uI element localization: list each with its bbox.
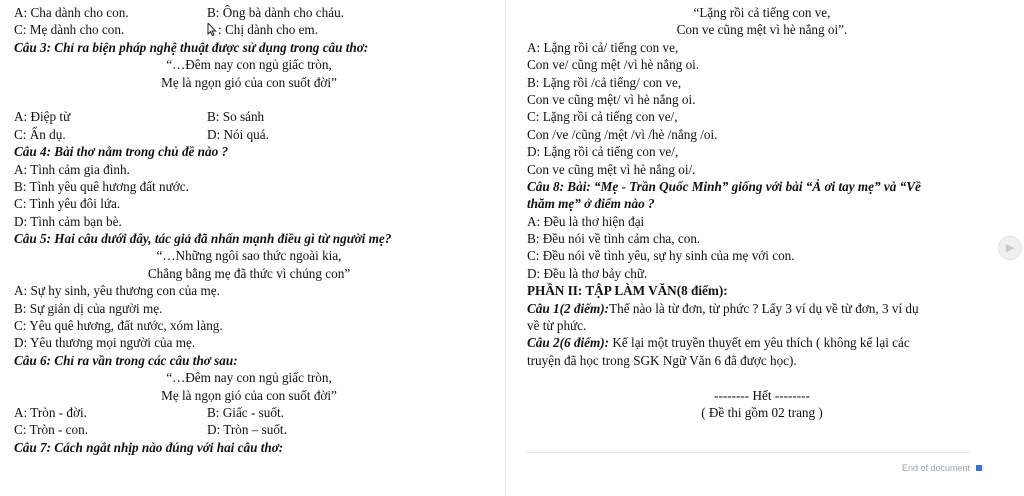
chevron-right-icon[interactable]: ▶ [998,236,1022,260]
option-b: B: Đều nói về tình cảm cha, con. [527,231,701,247]
question-text: Thế nào là từ đơn, từ phức ? Lấy 3 ví dụ về từ đơn, 3 ví dụ [609,300,919,316]
verse-line: “…Đêm nay con ngủ giấc tròn, [166,57,332,73]
verse-line: “…Những ngôi sao thức ngoài kia, [156,248,342,264]
question-text: Kể lại một truyền thuyết em yêu thích ( không kể lại các [609,335,910,351]
option-a: A: Cha dành cho con. [14,5,129,20]
option-c: C: Lặng rồi cả tiếng con ve/, [527,109,678,125]
end-marker: -------- Hết -------- [714,387,810,403]
question-4: Câu 4: Bài thơ nằm trong chủ đề nào ? [14,144,229,160]
verse-line: Mẹ là ngọn gió của con suốt đời” [161,74,337,90]
blue-square-icon [976,465,982,471]
option-c: C: Đều nói về tình yêu, sự hy sinh của mẹ với con. [527,248,795,264]
option-b: B: Lặng rồi /cả tiếng/ con ve, [527,74,682,90]
footer-rule [527,452,969,453]
essay-question-2 [527,334,997,351]
option-d: D: Tình cảm bạn bè. [14,213,122,229]
option-c: C: Tình yêu đôi lứa. [14,196,121,212]
option-a: A: Điệp từ [14,109,71,125]
essay-question-1 [527,300,997,317]
question-8: Câu 8: Bài: “Mẹ - Trần Quốc Minh” giống với bài “Ả ơi tay mẹ” và “Về [527,178,921,194]
option-d-text: : Chị dành cho em. [218,22,318,38]
option-b-line2: Con ve cũng mệt/ vì hè nắng oi. [527,91,696,107]
verse-line: Con ve cũng mệt vì hè nắng oi”. [676,22,848,38]
option-c: C: Ẩn dụ. [14,126,66,142]
verse-line: Chẳng bằng mẹ đã thức vì chúng con” [147,265,351,281]
option-c-line2: Con /ve /cũng /mệt /vì /hè /nắng /oi. [527,126,718,142]
question-text-line2: về từ phức. [527,318,587,334]
question-7: Câu 7: Cách ngắt nhịp nào đúng với hai câu thơ: [14,439,284,455]
option-d: D: Tròn – suốt. [207,422,287,438]
question-text-line2: truyện đã học trong SGK Ngữ Văn 6 đã được học). [527,352,797,368]
cursor-icon [207,23,217,36]
option-row [14,126,484,143]
option-a: A: Tình cảm gia đình. [14,161,130,177]
option-row [14,21,484,38]
option-c: C: Mẹ dành cho con. [14,22,125,38]
option-a-line2: Con ve/ cũng mệt /vì hè nắng oi. [527,57,700,73]
option-row [14,404,484,421]
option-b: B: So sánh [207,109,265,125]
option-d-line2: Con ve cũng mệt vì hè nắng oi/. [527,161,696,177]
option-c: C: Yêu quê hương, đất nước, xóm làng. [14,318,223,334]
option-a: A: Sự hy sinh, yêu thương con của mẹ. [14,283,220,299]
end-of-document [902,460,982,477]
option-a: A: Đều là thơ hiện đại [527,213,645,229]
question-3: Câu 3: Chỉ ra biện pháp nghệ thuật được sử dụng trong câu thơ: [14,39,369,55]
option-row [14,4,484,21]
question-label: Câu 1(2 điểm): [527,300,610,316]
option-d: D: Nói quá. [207,126,269,142]
option-a: A: Lặng rồi cả/ tiếng con ve, [527,39,679,55]
option-d: D: Yêu thương mọi người của mẹ. [14,335,196,351]
option-a: A: Tròn - đời. [14,404,87,420]
verse-line: “…Đêm nay con ngủ giấc tròn, [166,370,332,386]
page-divider [505,0,506,496]
left-column [14,4,484,456]
end-of-document-label: End of document [901,462,970,473]
question-label: Câu 2(6 điểm): [527,335,610,351]
option-b: B: Tình yêu quê hương đất nước. [14,178,189,194]
page-count-note: ( Đề thi gồm 02 trang ) [701,404,823,420]
question-6: Câu 6: Chỉ ra vần trong các câu thơ sau: [14,352,238,368]
option-d: D: Lặng rồi cả tiếng con ve/, [527,144,679,160]
verse-line: Mẹ là ngọn gió của con suốt đời” [161,387,337,403]
option-b: B: Ông bà dành cho cháu. [207,5,344,20]
option-row [14,421,484,438]
question-5: Câu 5: Hai câu dưới đây, tác giả đã nhấn mạnh điều gì từ người mẹ? [14,231,392,247]
option-d [207,21,318,38]
option-d: D: Đều là thơ bảy chữ. [527,265,648,281]
verse-line: “Lặng rồi cả tiếng con ve, [693,5,831,20]
option-b: B: Giấc - suốt. [207,404,284,420]
right-column [527,4,997,421]
option-b: B: Sự giản dị của người mẹ. [14,300,163,316]
question-8-line2: thăm mẹ” ở điểm nào ? [527,196,655,212]
option-row [14,108,484,125]
section-heading: PHẦN II: TẬP LÀM VĂN(8 điểm): [527,283,728,299]
option-c: C: Tròn - con. [14,422,89,438]
